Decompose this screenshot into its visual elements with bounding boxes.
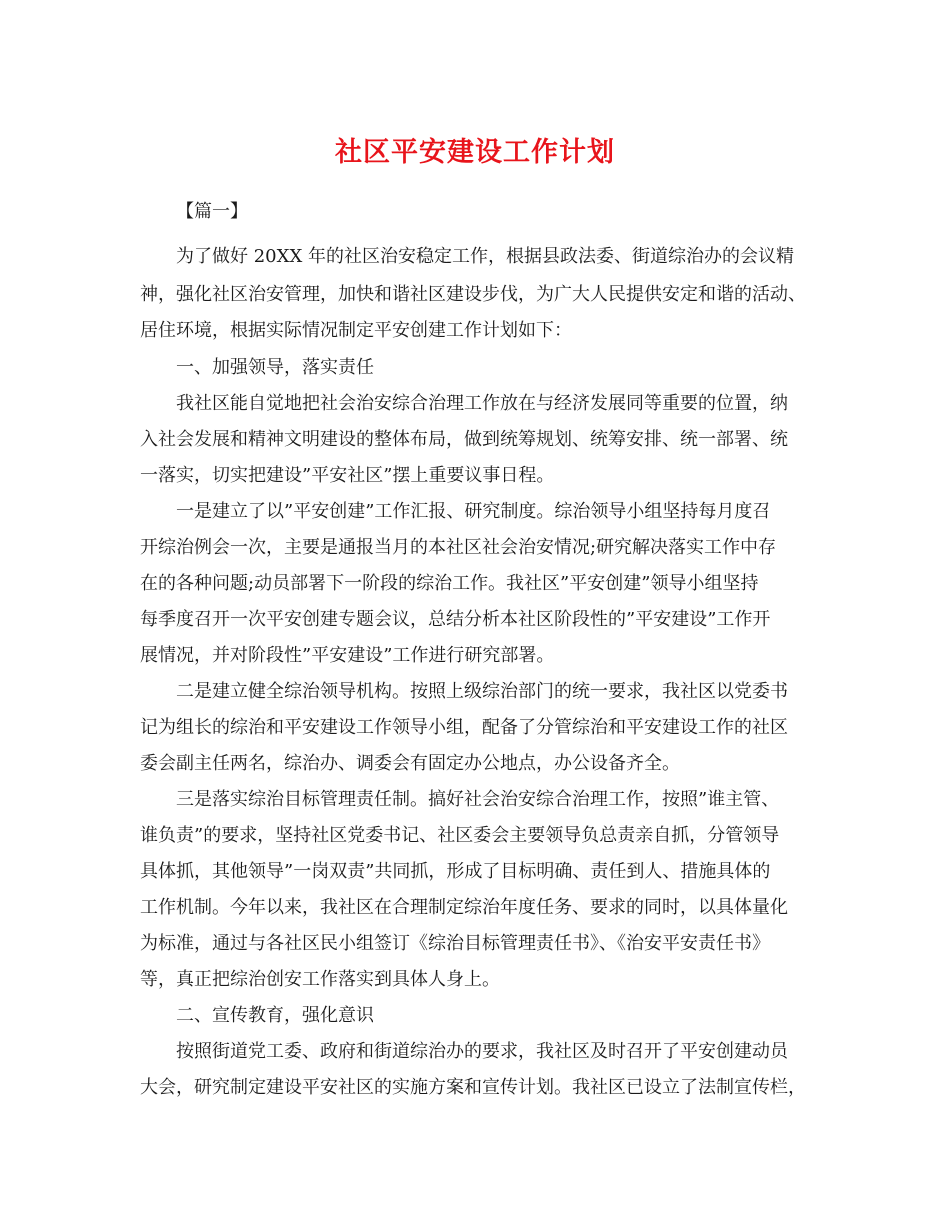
section-heading: 二、宣传教育，强化意识 bbox=[176, 1005, 374, 1026]
paragraph-line: 具体抓，其他领导”一岗双责”共同抓，形成了目标明确、责任到人、措施具体的 bbox=[140, 861, 771, 882]
paragraph-line: 一落实，切实把建设”平安社区”摆上重要议事日程。 bbox=[140, 465, 555, 486]
section-marker: 【篇一】 bbox=[176, 201, 248, 222]
paragraph-line: 神，强化社区治安管理，加快和谐社区建设步伐，为广大人民提供安定和谐的活动、 bbox=[140, 284, 806, 305]
paragraph-line: 居住环境，根据实际情况制定平安创建工作计划如下： bbox=[140, 320, 572, 341]
paragraph-line: 按照街道党工委、政府和街道综治办的要求，我社区及时召开了平安创建动员 bbox=[176, 1041, 788, 1062]
paragraph-line: 每季度召开一次平安创建专题会议，总结分析本社区阶段性的”平安建设”工作开 bbox=[140, 609, 771, 630]
paragraph-line: 委会副主任两名，综治办、调委会有固定办公地点，办公设备齐全。 bbox=[140, 753, 680, 774]
paragraph-line: 二是建立健全综治领导机构。按照上级综治部门的统一要求，我社区以党委书 bbox=[176, 681, 788, 702]
paragraph-line: 记为组长的综治和平安建设工作领导小组，配备了分管综治和平安建设工作的社区 bbox=[140, 717, 788, 738]
paragraph-line: 三是落实综治目标管理责任制。搞好社会治安综合治理工作，按照”谁主管、 bbox=[176, 789, 780, 810]
paragraph-line: 展情况，并对阶段性”平安建设”工作进行研究部署。 bbox=[140, 645, 555, 666]
document-title: 社区平安建设工作计划 bbox=[335, 137, 615, 168]
paragraph-line: 入社会发展和精神文明建设的整体布局，做到统筹规划、统筹安排、统一部署、统 bbox=[140, 429, 788, 450]
paragraph-line: 谁负责”的要求，坚持社区党委书记、社区委会主要领导负总责亲自抓，分管领导 bbox=[140, 825, 780, 846]
paragraph-line: 为标准，通过与各社区民小组签订《综治目标管理责任书》、《治安平安责任书》 bbox=[140, 933, 770, 954]
paragraph-line: 开综治例会一次，主要是通报当月的本社区社会治安情况;研究解决落实工作中存 bbox=[140, 537, 777, 558]
section-heading: 一、加强领导，落实责任 bbox=[176, 357, 374, 378]
paragraph-line: 在的各种问题;动员部署下一阶段的综治工作。我社区”平安创建”领导小组坚持 bbox=[140, 573, 759, 594]
paragraph-line: 工作机制。今年以来，我社区在合理制定综治年度任务、要求的同时，以具体量化 bbox=[140, 897, 788, 918]
paragraph-line: 大会，研究制定建设平安社区的实施方案和宣传计划。我社区已设立了法制宣传栏， bbox=[140, 1077, 806, 1098]
paragraph-line: 我社区能自觉地把社会治安综合治理工作放在与经济发展同等重要的位置，纳 bbox=[176, 393, 788, 414]
paragraph-line: 为了做好 20XX 年的社区治安稳定工作，根据县政法委、街道综治办的会议精 bbox=[176, 246, 794, 267]
paragraph-line: 等，真正把综治创安工作落实到具体人身上。 bbox=[140, 969, 500, 990]
paragraph-line: 一是建立了以”平安创建”工作汇报、研究制度。综治领导小组坚持每月度召 bbox=[176, 501, 771, 522]
